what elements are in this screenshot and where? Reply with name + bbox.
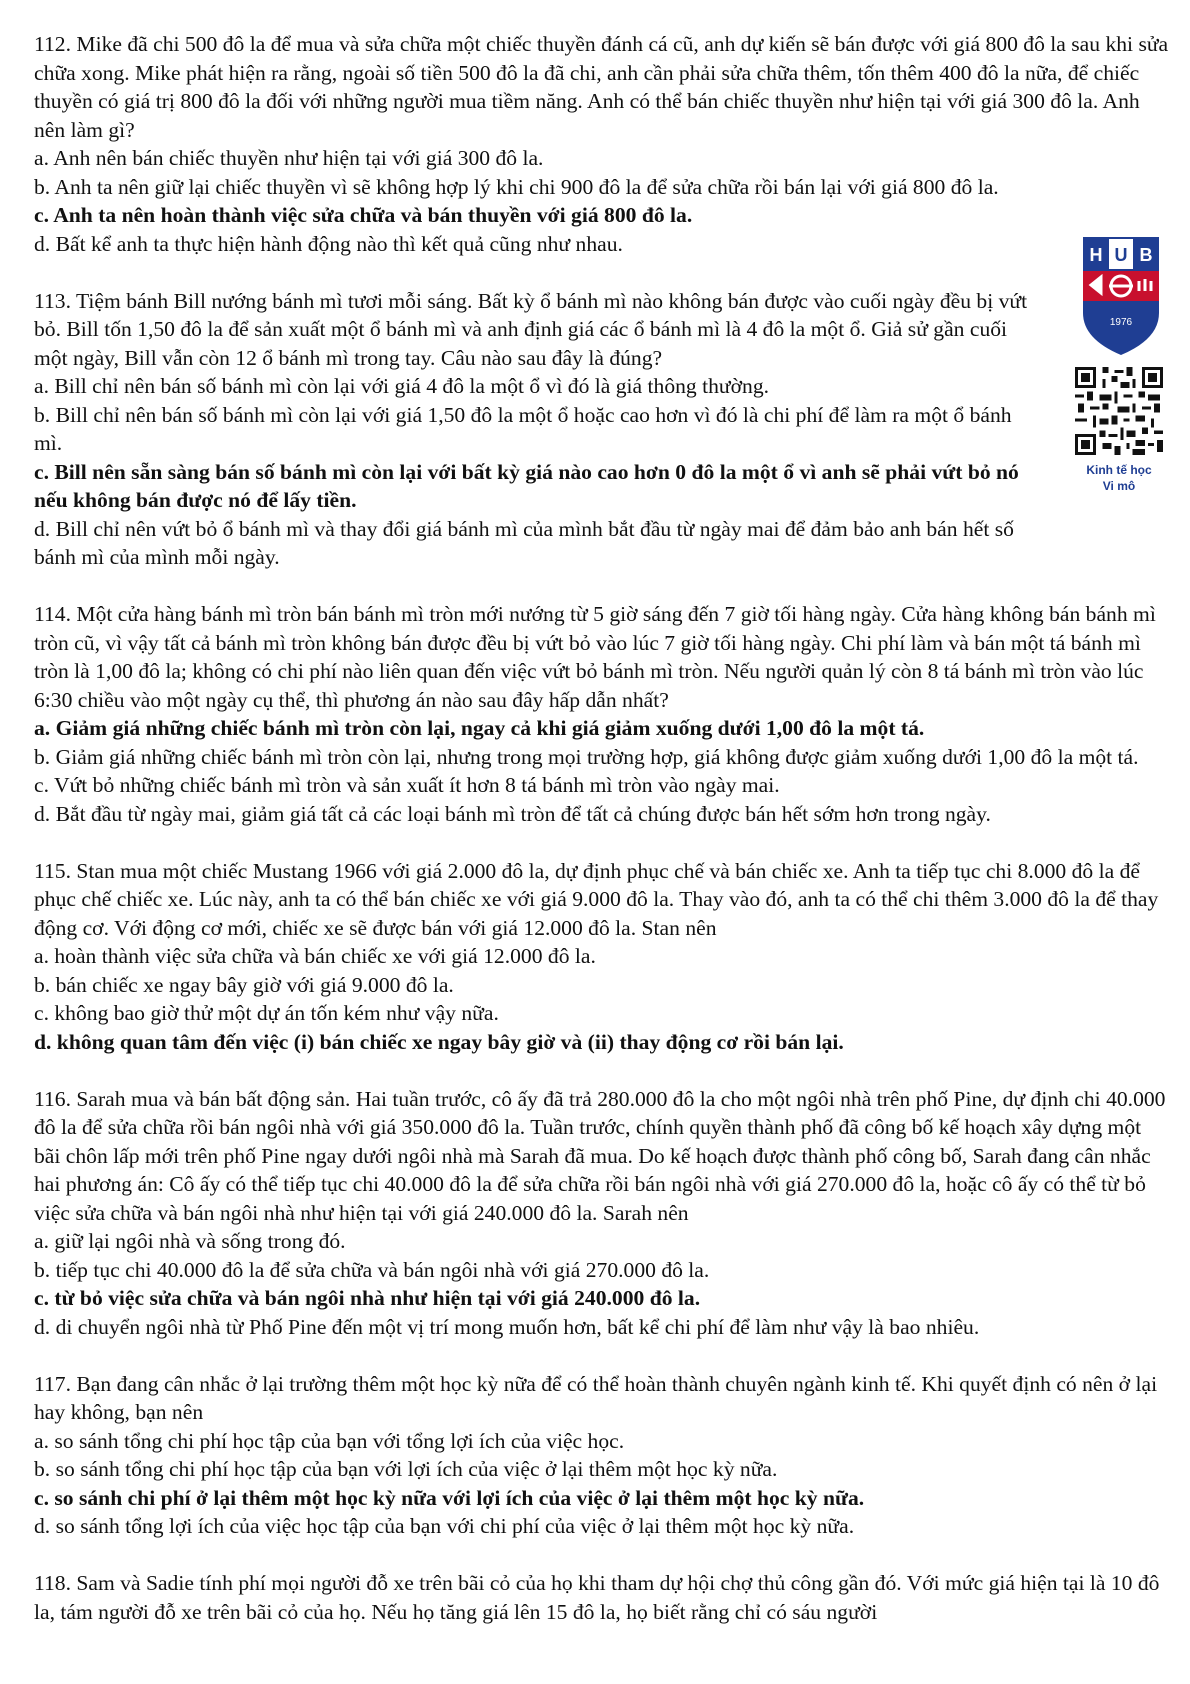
- option-b: b. Giảm giá những chiếc bánh mì tròn còn lại, nhưng trong mọi trường hợp, giá không được giảm xuống dưới 1,00 đô la một tá.: [34, 744, 1139, 769]
- qr-code-icon: [1075, 367, 1163, 455]
- option-c-answer: c. từ bỏ việc sửa chữa và bán ngôi nhà như hiện tại với giá 240.000 đô la.: [34, 1286, 701, 1310]
- option-a: a. hoàn thành việc sửa chữa và bán chiếc xe với giá 12.000 đô la.: [34, 944, 596, 968]
- logo-letter-u: U: [1114, 245, 1128, 265]
- question-stem: 117. Bạn đang cân nhắc ở lại trường thêm một học kỳ nữa để có thể hoàn thành chuyên ngành kinh tế. Khi quyết định có nên ở lại hay không, bạn nên: [34, 1371, 1158, 1424]
- option-a: a. giữ lại ngôi nhà và sống trong đó.: [34, 1229, 346, 1253]
- option-b: b. bán chiếc xe ngay bây giờ với giá 9.000 đô la.: [34, 972, 454, 997]
- question-stem: 115. Stan mua một chiếc Mustang 1966 với giá 2.000 đô la, dự định phục chế và bán chiếc xe. Anh ta tiếp tục chi 8.000 đô la để phục chế chiếc xe. Lúc này, anh ta có thể bán chiếc xe với giá 9.000 đô la. Thay vào đó, anh ta có thể chi thêm 3.000 đô la để thay động cơ. Với động cơ mới, chiếc xe sẽ được bán với giá 12.000 đô la. Stan nên: [34, 858, 1159, 940]
- logo-letter-b: B: [1139, 245, 1153, 265]
- option-d: d. so sánh tổng lợi ích của việc học tập của bạn với chi phí của việc ở lại thêm một học kỳ nữa.: [34, 1514, 855, 1538]
- course-sidebar: [1069, 235, 1169, 505]
- question-116: [34, 1085, 1169, 1342]
- option-c: c. không bao giờ thử một dự án tốn kém như vậy nữa.: [34, 1001, 499, 1025]
- option-b: b. Bill chỉ nên bán số bánh mì còn lại với giá 1,50 đô la một ổ hoặc cao hơn vì đó là chi phí để làm ra một ổ bánh mì.: [34, 402, 1012, 455]
- question-115: [34, 857, 1169, 1057]
- question-stem: 112. Mike đã chi 500 đô la để mua và sửa chữa một chiếc thuyền đánh cá cũ, anh dự kiến sẽ bán được với giá 800 đô la sau khi sửa chữa xong. Mike phát hiện ra rằng, ngoài số tiền 500 đô la đã chi, anh cần phải sửa chữa thêm, tốn thêm 400 đô la nữa, để chiếc thuyền có giá trị 800 đô la đối với những người mua tiềm năng. Anh có thể bán chiếc thuyền như hiện tại với giá 300 đô la. Anh nên làm gì?: [34, 32, 1169, 142]
- logo-year: 1976: [1109, 317, 1133, 328]
- option-a: a. Anh nên bán chiếc thuyền như hiện tại với giá 300 đô la.: [34, 146, 544, 170]
- question-118: [34, 1569, 1169, 1626]
- option-a-answer: a. Giảm giá những chiếc bánh mì tròn còn lại, ngay cả khi giá giảm xuống dưới 1,00 đô la một tá.: [34, 716, 925, 740]
- option-c-answer: c. Bill nên sẵn sàng bán số bánh mì còn lại với bất kỳ giá nào cao hơn 0 đô la một ổ vì anh sẽ phải vứt bỏ nó nếu không bán được nó để lấy tiền.: [34, 459, 1019, 512]
- question-113: [34, 287, 1169, 572]
- hub-university-logo: [1079, 235, 1163, 357]
- option-c: c. Vứt bỏ những chiếc bánh mì tròn và sản xuất ít hơn 8 tá bánh mì tròn vào ngày mai.: [34, 773, 780, 797]
- option-a: a. so sánh tổng chi phí học tập của bạn với tổng lợi ích của việc học.: [34, 1428, 625, 1453]
- question-stem: 116. Sarah mua và bán bất động sản. Hai tuần trước, cô ấy đã trả 280.000 đô la cho một ngôi nhà trên phố Pine, dự định chi 40.000 đô la để sửa chữa rồi bán ngôi nhà với giá 350.000 đô la. Tuần trước, chính quyền thành phố đã công bố kế hoạch xây dựng một bãi chôn lấp mới trên phố Pine ngay dưới ngôi nhà mà Sarah đã mua. Do kế hoạch được thành phố công bố, Sarah đang cân nhắc hai phương án: Cô ấy có thể tiếp tục chi 40.000 đô la để sửa chữa rồi bán ngôi nhà với giá 270.000 đô la, hoặc cô ấy có thể từ bỏ việc sửa chữa và bán ngôi nhà như hiện tại với giá 240.000 đô la. Sarah nên: [34, 1086, 1166, 1225]
- option-b: b. tiếp tục chi 40.000 đô la để sửa chữa và bán ngôi nhà với giá 270.000 đô la.: [34, 1257, 710, 1282]
- logo-letter-h: H: [1089, 245, 1103, 265]
- course-caption-line1: Kinh tế học: [1086, 463, 1152, 477]
- option-b: b. Anh ta nên giữ lại chiếc thuyền vì sẽ không hợp lý khi chi 900 đô la để sửa chữa rồi bán lại với giá 800 đô la.: [34, 174, 999, 199]
- option-d: d. Bất kể anh ta thực hiện hành động nào thì kết quả cũng như nhau.: [34, 231, 623, 256]
- option-b: b. so sánh tổng chi phí học tập của bạn với lợi ích của việc ở lại thêm một học kỳ nữa.: [34, 1457, 778, 1481]
- option-d: d. Bắt đầu từ ngày mai, giảm giá tất cả các loại bánh mì tròn để tất cả chúng được bán hết sớm hơn trong ngày.: [34, 801, 991, 826]
- option-c-answer: c. so sánh chi phí ở lại thêm một học kỳ nữa với lợi ích của việc ở lại thêm một học kỳ nữa.: [34, 1485, 865, 1510]
- question-stem: 118. Sam và Sadie tính phí mọi người đỗ xe trên bãi cỏ của họ khi tham dự hội chợ thủ công gần đó. Với mức giá hiện tại là 10 đô la, tám người đỗ xe trên bãi cỏ của họ. Nếu họ tăng giá lên 15 đô la, họ biết rằng chỉ có sáu người: [34, 1571, 1160, 1624]
- question-117: [34, 1370, 1169, 1541]
- document-text: [34, 30, 1169, 1655]
- option-d: d. Bill chỉ nên vứt bỏ ổ bánh mì và thay đổi giá bánh mì của mình bắt đầu từ ngày mai để đảm bảo anh bán hết số bánh mì của mình mỗi ngày.: [34, 516, 1014, 569]
- question-114: [34, 600, 1169, 828]
- question-stem: 114. Một cửa hàng bánh mì tròn bán bánh mì tròn mới nướng từ 5 giờ sáng đến 7 giờ tối hàng ngày. Cửa hàng không bán bánh mì tròn cũ, vì vậy tất cả bánh mì tròn không bán được đều bị vứt bỏ vào lúc 7 giờ tối hàng ngày. Chi phí làm và bán một tá bánh mì tròn là 1,00 đô la; không có chi phí nào liên quan đến việc vứt bỏ bánh mì tròn. Nếu người quản lý còn 8 tá bánh mì tròn vào lúc 6:30 chiều vào một ngày cụ thể, thì phương án nào sau đây hấp dẫn nhất?: [34, 602, 1156, 712]
- question-112: [34, 30, 1169, 258]
- course-caption-line2: Vi mô: [1102, 479, 1136, 493]
- course-caption: [1069, 462, 1169, 494]
- option-d: d. di chuyển ngôi nhà từ Phố Pine đến một vị trí mong muốn hơn, bất kể chi phí để làm như vậy là bao nhiêu.: [34, 1314, 980, 1339]
- option-a: a. Bill chỉ nên bán số bánh mì còn lại với giá 4 đô la một ổ vì đó là giá thông thường.: [34, 374, 770, 398]
- option-d-answer: d. không quan tâm đến việc (i) bán chiếc xe ngay bây giờ và (ii) thay động cơ rồi bán lại.: [34, 1029, 844, 1054]
- question-stem: 113. Tiệm bánh Bill nướng bánh mì tươi mỗi sáng. Bất kỳ ổ bánh mì nào không bán được vào cuối ngày đều bị vứt bỏ. Bill tốn 1,50 đô la để sản xuất một ổ bánh mì và anh định giá các ổ bánh mì là 4 đô la một ổ. Giả sử gần cuối một ngày, Bill vẫn còn 12 ổ bánh mì trong tay. Câu nào sau đây là đúng?: [34, 288, 1028, 370]
- option-c-answer: c. Anh ta nên hoàn thành việc sửa chữa và bán thuyền với giá 800 đô la.: [34, 203, 693, 227]
